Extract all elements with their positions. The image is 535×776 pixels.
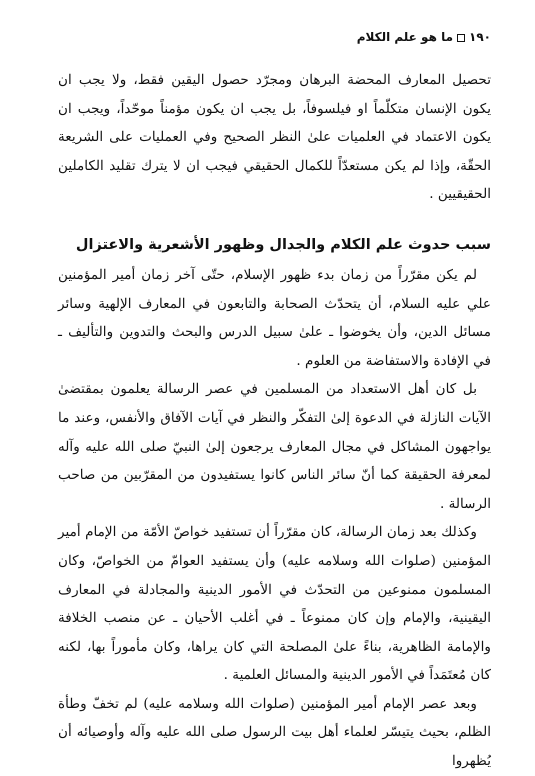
separator-square-icon	[457, 34, 465, 42]
running-title: ما هو علم الكلام	[356, 30, 454, 44]
paragraph-1: تحصيل المعارف المحضة البرهان ومجرّد حصول اليقين فقط، ولا يجب ان يكون الإنسان متكلّماً او فيلسوفاً، بل يجب ان يكون مؤمناً موحّداً، ويجب ان يكون الاعتماد في العلميات علىٰ النظر الصحيح وفي العمليات على الشريعة الحقّة، وإذا لم يكن مستعدّاً للكمال الحقيقي فيجب ان لا يترك تقليد الكاملين الحقيقيين .	[58, 72, 491, 203]
paragraph-3: بل كان أهل الاستعداد من المسلمين في عصر الرسالة يعلمون بمقتضىٰ الآيات النازلة في الدعوة إلىٰ التفكّر والنظر في آيات الآفاق والأنفس، وعند ما يواجهون المشاكل في مجال المعارف يرجعون إلىٰ النبيّ صلى الله عليه وآله لمعرفة الحقيقة كما أنّ سائر الناس كانوا يستفيدون من المقرّبين من صاحب الرسالة .	[58, 381, 491, 512]
page-number: ١٩٠	[469, 30, 491, 44]
page-body	[58, 66, 491, 776]
running-header	[58, 30, 491, 44]
paragraph-4: وكذلك بعد زمان الرسالة، كان مقرّراً أن تستفيد خواصّ الأمّة من الإمام أمير المؤمنين (صلوات الله وسلامه عليه) وأن يستفيد العوامّ من الخواصّ، وكان المسلمون ممنوعين من التحدّث في الأمور الدينية والمجادلة في المعارف اليقينية، والإمام وإن كان ممنوعاً ـ في أغلب الأحيان ـ عن منصب الخلافة والإمامة الظاهرية، بناءً علىٰ المصلحة التي كان يراها، وكان مأموراً بها، لكنه كان مُعتَمَداً في الأمور الدينية والمسائل العلمية .	[58, 524, 491, 684]
paragraph-2: لم يكن مقرّراً من زمان بدء ظهور الإسلام، حتّى آخر زمان أمير المؤمنين علي عليه السلام، أن يتحدّث الصحابة والتابعون في المعارف الإلهية وسائر مسائل الدين، وأن يخوضوا ـ علىٰ سبيل الدرس والبحث والتدوين والتأليف ـ في الإفادة والاستفاضة من العلوم .	[58, 266, 491, 369]
section-heading: سبب حدوث علم الكلام والجدال وظهور الأشعرية والاعتزال	[75, 236, 491, 253]
paragraph-5: وبعد عصر الإمام أمير المؤمنين (صلوات الله وسلامه عليه) لم تخفّ وطأة الظلم، بحيث يتيسّر لعلماء أهل بيت الرسول صلى الله عليه وآله وأوصيائه أن يُظهروا	[58, 695, 491, 770]
